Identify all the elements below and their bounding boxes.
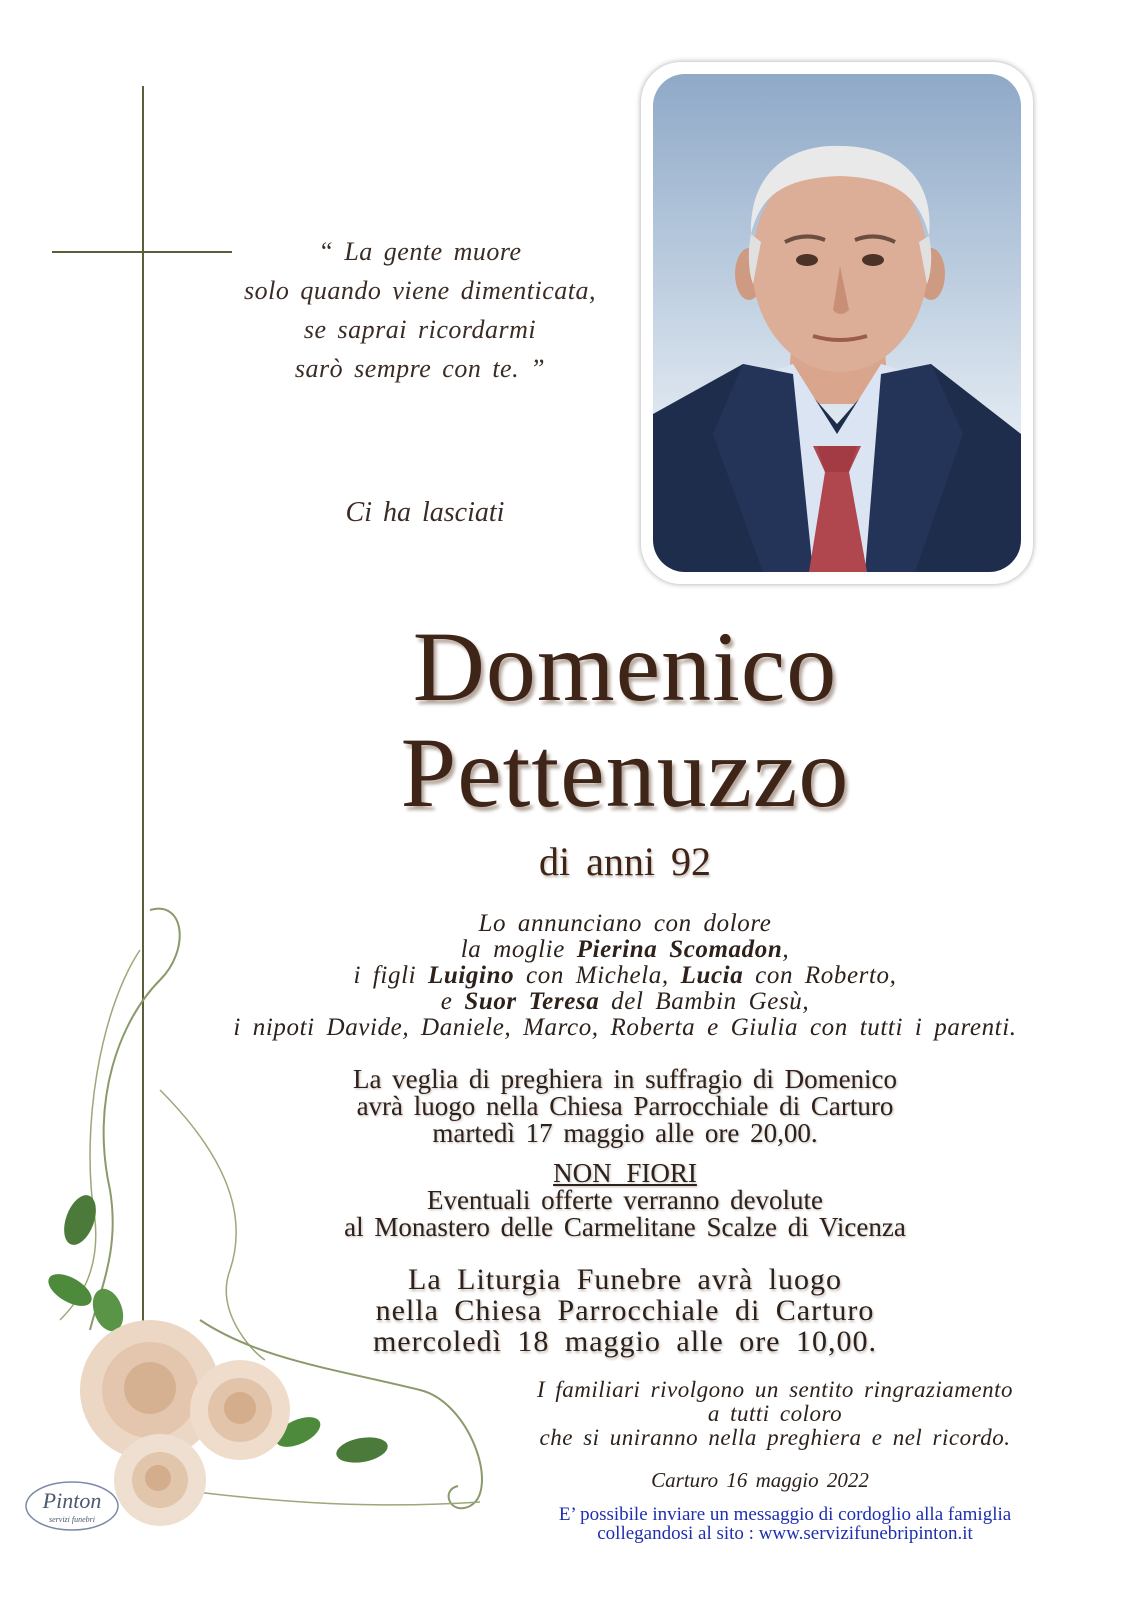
family-thanks <box>450 1378 1100 1450</box>
quote-line: “ La gente muore <box>318 237 522 266</box>
deceased-age: di anni 92 <box>539 839 711 884</box>
website-link[interactable]: collegandosi al sito : www.servizifunebripinton.it <box>597 1523 973 1544</box>
quote-line: solo quando viene dimenticata, <box>244 276 596 305</box>
donations-line: Eventuali offerte verranno devolute <box>426 1185 824 1215</box>
online-condolences-notice <box>470 1505 1100 1543</box>
svg-text:servizi funebri: servizi funebri <box>49 1515 95 1524</box>
child-name: Lucia <box>680 962 744 989</box>
rose-decoration <box>0 890 520 1550</box>
text-fragment: con Michela, <box>514 962 681 989</box>
vigil-line: martedì 17 maggio alle ore 20,00. <box>432 1118 818 1148</box>
text-fragment: i figli <box>353 962 429 989</box>
spouse-name: Pierina Scomadon <box>576 936 783 963</box>
text-fragment: la moglie <box>460 936 577 963</box>
text-fragment: del Bambin Gesù, <box>599 988 810 1015</box>
thanks-line: a tutti coloro <box>707 1401 843 1426</box>
thanks-line: che si uniranno nella preghiera e nel ricordo. <box>539 1425 1011 1450</box>
announcement-line: i nipoti Davide, Daniele, Marco, Roberta e Giulia con tutti i parenti. <box>233 1014 1017 1041</box>
text-fragment: , <box>782 936 790 963</box>
donations-line: al Monastero delle Carmelitane Scalze di Vicenza <box>344 1212 906 1242</box>
deceased-first-name: Domenico <box>412 611 838 722</box>
funeral-line: La Liturgia Funebre avrà luogo <box>408 1263 842 1296</box>
child-name: Luigino <box>428 962 515 989</box>
vigil-line: La veglia di preghiera in suffragio di Domenico <box>352 1064 898 1094</box>
text-fragment: con Roberto, <box>743 962 897 989</box>
no-flowers-notice: NON FIORI <box>553 1158 697 1188</box>
place-and-date: Carturo 16 maggio 2022 <box>651 1468 869 1492</box>
thanks-line: I familiari rivolgono un sentito ringraziamento <box>536 1377 1014 1402</box>
portrait-photo <box>653 74 1021 572</box>
svg-text:Pinton: Pinton <box>42 1488 102 1513</box>
funeral-line: mercoledì 18 maggio alle ore 10,00. <box>372 1325 878 1358</box>
vigil-line: avrà luogo nella Chiesa Parrocchiale di Carturo <box>356 1091 894 1121</box>
quote-line: se saprai ricordarmi <box>303 315 537 344</box>
left-us-text: Ci ha lasciati <box>345 497 505 528</box>
funeral-line: nella Chiesa Parrocchiale di Carturo <box>375 1294 875 1327</box>
text-fragment: e <box>440 988 465 1015</box>
announcement-line: Lo annunciano con dolore <box>478 910 772 937</box>
child-name: Suor Teresa <box>464 988 600 1015</box>
memorial-quote <box>200 232 640 388</box>
online-line: E’ possibile inviare un messaggio di cordoglio alla famiglia <box>558 1504 1012 1525</box>
quote-line: sarò sempre con te. ” <box>294 354 546 383</box>
pinton-logo <box>22 1478 122 1534</box>
deceased-last-name: Pettenuzzo <box>400 717 850 828</box>
